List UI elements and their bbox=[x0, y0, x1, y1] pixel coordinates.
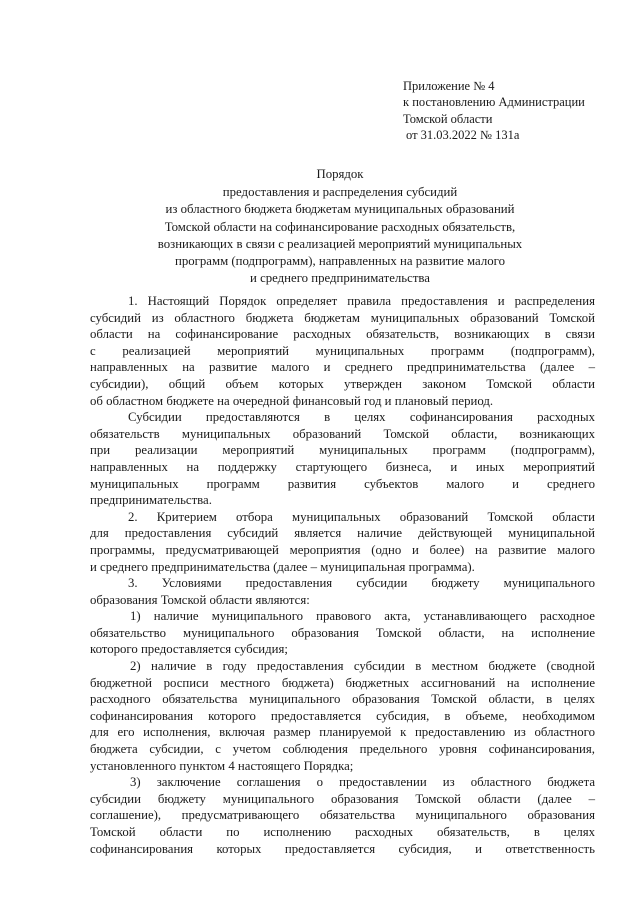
title-line: из областного бюджета бюджетам муниципальных образований bbox=[165, 202, 515, 217]
document-title bbox=[90, 166, 590, 287]
text-line: для его исполнения, включая размер планируемой к предоставлению из областного bbox=[90, 725, 595, 740]
text-line: обязательств муниципальных образований Томской области, возникающих bbox=[90, 426, 595, 441]
text-line: софинансирования которого предоставляется субсидия, в объеме, необходимом bbox=[90, 708, 595, 723]
text-line: субсидии бюджету муниципального образования Томской области (далее – bbox=[90, 791, 595, 806]
text-line: для предоставления субсидий является наличие действующей муниципальной bbox=[90, 526, 595, 541]
text-line: при реализации мероприятий муниципальных программ (подпрограмм), bbox=[90, 443, 595, 458]
text-line: области на софинансирование расходных обязательств, возникающих в связи bbox=[90, 327, 595, 342]
title-line: предоставления и распределения субсидий bbox=[222, 185, 458, 200]
text-line: соглашение), предусматривающего обязательства муниципального образования bbox=[90, 808, 595, 823]
text-line: 1. Настоящий Порядок определяет правила предоставления и распределения bbox=[128, 294, 595, 308]
text-line: субсидий из областного бюджета бюджетам муниципальных образований Томской bbox=[90, 310, 595, 325]
paragraph-3 bbox=[90, 509, 595, 575]
document-body bbox=[90, 293, 595, 857]
text-line: Субсидии предоставляются в целях софинансирования расходных bbox=[128, 410, 595, 425]
title-line: программ (подпрограмм), направленных на развитие малого bbox=[175, 254, 505, 269]
text-line: расходного обязательства муниципального образования Томской области, в целях bbox=[90, 692, 595, 707]
text-line: образования Томской области являются: bbox=[90, 592, 310, 607]
text-line: программы, предусматривающей мероприятия (одно и более) на развитие малого bbox=[90, 542, 595, 557]
text-line: субсидии), общий объем которых утвержден законом Томской области bbox=[90, 376, 595, 391]
title-line: Томской области на софинансирование расходных обязательств, bbox=[164, 219, 516, 234]
text-line: 3) заключение соглашения о предоставлении из областного бюджета bbox=[130, 775, 595, 790]
text-line: Томской области по исполнению расходных обязательств, в целях bbox=[90, 825, 595, 839]
title-line: возникающих в связи с реализацией мероприятий муниципальных bbox=[157, 236, 523, 251]
paragraph-1 bbox=[90, 293, 595, 409]
text-line: 2) наличие в году предоставления субсидии в местном бюджете (сводной bbox=[130, 659, 595, 674]
text-line: бюджетной росписи местного бюджета) бюджетных ассигнований на исполнение bbox=[90, 675, 595, 690]
appendix-block bbox=[403, 78, 633, 143]
title-line: и среднего предпринимательства bbox=[250, 271, 430, 286]
title-heading: Порядок bbox=[316, 167, 364, 181]
paragraph-4 bbox=[90, 575, 595, 608]
appendix-line: к постановлению Администрации bbox=[403, 95, 585, 110]
paragraph-6 bbox=[90, 658, 595, 774]
text-line: обязательство муниципального образования Томской области, на исполнение bbox=[90, 625, 595, 640]
appendix-line: Томской области bbox=[403, 111, 493, 126]
text-line: 3. Условиями предоставления субсидии бюджету муниципального bbox=[128, 576, 595, 591]
text-line: 1) наличие муниципального правового акта, устанавливающего расходное bbox=[130, 609, 595, 624]
text-line: об областном бюджете на очередной финансовый год и плановый период. bbox=[90, 393, 494, 408]
text-line: 2. Критерием отбора муниципальных образований Томской области bbox=[128, 509, 595, 524]
appendix-line: Приложение № 4 bbox=[403, 79, 495, 93]
text-line: направленных на развитие малого и среднего предпринимательства (далее – bbox=[90, 360, 595, 375]
paragraph-5 bbox=[90, 608, 595, 658]
text-line: которого предоставляется субсидия; bbox=[90, 642, 288, 657]
text-line: и среднего предпринимательства (далее – муниципальная программа). bbox=[90, 559, 475, 574]
appendix-line: от 31.03.2022 № 131а bbox=[406, 127, 520, 142]
paragraph-2 bbox=[90, 409, 595, 509]
text-line: с реализацией мероприятий муниципальных программ (подпрограмм), bbox=[90, 343, 595, 358]
text-line: направленных на поддержку стартующего бизнеса, и иных мероприятий bbox=[90, 459, 595, 474]
text-line: предпринимательства. bbox=[90, 493, 212, 508]
text-line: бюджета субсидии, с учетом соблюдения предельного уровня софинансирования, bbox=[90, 742, 595, 757]
text-line: муниципальных программ развития субъектов малого и среднего bbox=[90, 476, 595, 491]
text-line: установленного пунктом 4 настоящего Порядка; bbox=[90, 758, 354, 773]
text-line: софинансирования которых предоставляется субсидия, и ответственность bbox=[90, 841, 595, 856]
paragraph-7 bbox=[90, 774, 595, 857]
